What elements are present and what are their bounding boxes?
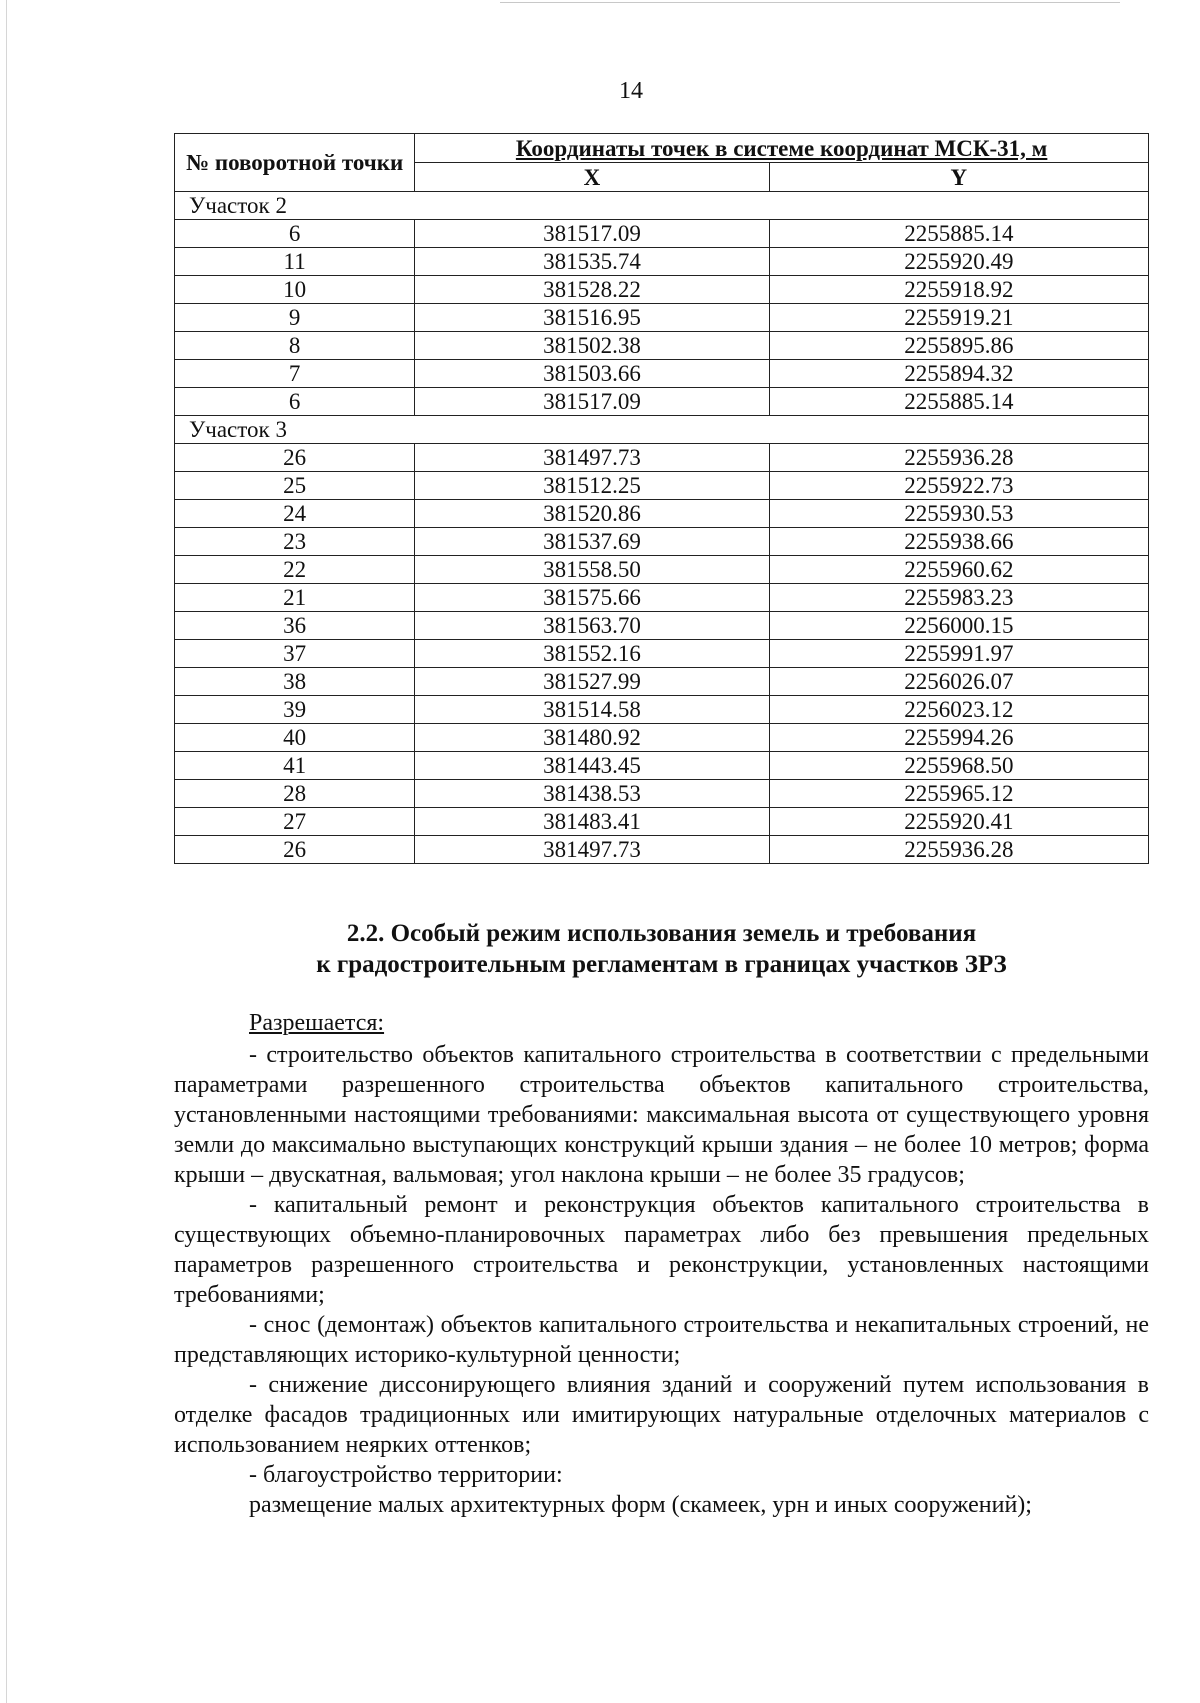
- table-row: [175, 780, 1149, 808]
- scan-edge-top: [500, 2, 1120, 3]
- y-coordinate-cell: 2255930.53: [769, 500, 1148, 528]
- x-coordinate-cell: 381497.73: [415, 836, 769, 864]
- table-row: [175, 808, 1149, 836]
- table-row: [175, 584, 1149, 612]
- y-coordinate-cell: 2255968.50: [769, 752, 1148, 780]
- point-number-cell: 25: [175, 472, 415, 500]
- point-number-cell: 7: [175, 360, 415, 388]
- x-coordinate-cell: 381517.09: [415, 388, 769, 416]
- point-number-cell: 38: [175, 668, 415, 696]
- header-coords-title: Координаты точек в системе координат МСК-31, м: [415, 134, 1149, 163]
- section-row: [175, 192, 1149, 220]
- point-number-cell: 40: [175, 724, 415, 752]
- table-row: [175, 668, 1149, 696]
- y-coordinate-cell: 2255983.23: [769, 584, 1148, 612]
- point-number-cell: 28: [175, 780, 415, 808]
- x-coordinate-cell: 381527.99: [415, 668, 769, 696]
- y-coordinate-cell: 2256023.12: [769, 696, 1148, 724]
- table-row: [175, 528, 1149, 556]
- point-number-cell: 9: [175, 304, 415, 332]
- y-coordinate-cell: 2255922.73: [769, 472, 1148, 500]
- scan-edge-left: [6, 0, 7, 1703]
- y-coordinate-cell: 2255894.32: [769, 360, 1148, 388]
- x-coordinate-cell: 381563.70: [415, 612, 769, 640]
- header-x: X: [415, 163, 769, 192]
- point-number-cell: 10: [175, 276, 415, 304]
- section-heading: [174, 918, 1149, 980]
- coordinates-table: [174, 133, 1149, 864]
- point-number-cell: 22: [175, 556, 415, 584]
- point-number-cell: 24: [175, 500, 415, 528]
- y-coordinate-cell: 2256026.07: [769, 668, 1148, 696]
- section-row: [175, 416, 1149, 444]
- table-row: [175, 332, 1149, 360]
- point-number-cell: 11: [175, 248, 415, 276]
- table-row: [175, 640, 1149, 668]
- point-number-cell: 6: [175, 388, 415, 416]
- section-heading-line1: 2.2. Особый режим использования земель и требования: [346, 920, 977, 947]
- x-coordinate-cell: 381537.69: [415, 528, 769, 556]
- x-coordinate-cell: 381443.45: [415, 752, 769, 780]
- x-coordinate-cell: 381503.66: [415, 360, 769, 388]
- body-text: [174, 1040, 1149, 1520]
- y-coordinate-cell: 2255991.97: [769, 640, 1148, 668]
- header-y: Y: [769, 163, 1148, 192]
- table-row: [175, 752, 1149, 780]
- point-number-cell: 21: [175, 584, 415, 612]
- table-row: [175, 724, 1149, 752]
- x-coordinate-cell: 381528.22: [415, 276, 769, 304]
- paragraph-landscaping: - благоустройство территории:: [249, 1462, 563, 1488]
- x-coordinate-cell: 381575.66: [415, 584, 769, 612]
- paragraph-facades: - снижение диссонирующего влияния зданий и сооружений путем использования в отделке фасадов традиционных или имитирующих натуральные отделочных материалов с использованием неярких оттенков;: [174, 1372, 1149, 1458]
- point-number-cell: 37: [175, 640, 415, 668]
- x-coordinate-cell: 381497.73: [415, 444, 769, 472]
- table-row: [175, 556, 1149, 584]
- section-title: Участок 3: [175, 416, 1149, 444]
- y-coordinate-cell: 2255938.66: [769, 528, 1148, 556]
- table-row: [175, 500, 1149, 528]
- y-coordinate-cell: 2255920.41: [769, 808, 1148, 836]
- y-coordinate-cell: 2255885.14: [769, 220, 1148, 248]
- table-row: [175, 248, 1149, 276]
- x-coordinate-cell: 381520.86: [415, 500, 769, 528]
- y-coordinate-cell: 2255936.28: [769, 444, 1148, 472]
- x-coordinate-cell: 381514.58: [415, 696, 769, 724]
- point-number-cell: 39: [175, 696, 415, 724]
- paragraph-demolition: - снос (демонтаж) объектов капитального строительства и некапитальных строений, не представляющих историко-культурной ценности;: [174, 1312, 1149, 1368]
- page-number: 14: [619, 78, 643, 104]
- point-number-cell: 27: [175, 808, 415, 836]
- y-coordinate-cell: 2255919.21: [769, 304, 1148, 332]
- point-number-cell: 6: [175, 220, 415, 248]
- allowed-label: Разрешается:: [249, 1010, 385, 1036]
- x-coordinate-cell: 381438.53: [415, 780, 769, 808]
- table-row: [175, 276, 1149, 304]
- x-coordinate-cell: 381516.95: [415, 304, 769, 332]
- x-coordinate-cell: 381483.41: [415, 808, 769, 836]
- table-row: [175, 696, 1149, 724]
- table-header-row: [175, 134, 1149, 163]
- section-title: Участок 2: [175, 192, 1149, 220]
- table-row: [175, 612, 1149, 640]
- y-coordinate-cell: 2255885.14: [769, 388, 1148, 416]
- x-coordinate-cell: 381512.25: [415, 472, 769, 500]
- paragraph-small-forms: размещение малых архитектурных форм (скамеек, урн и иных сооружений);: [249, 1492, 1032, 1518]
- table-row: [175, 220, 1149, 248]
- y-coordinate-cell: 2255920.49: [769, 248, 1148, 276]
- header-point-no: № поворотной точки: [175, 134, 415, 192]
- table-row: [175, 836, 1149, 864]
- point-number-cell: 26: [175, 444, 415, 472]
- point-number-cell: 8: [175, 332, 415, 360]
- y-coordinate-cell: 2256000.15: [769, 612, 1148, 640]
- y-coordinate-cell: 2255960.62: [769, 556, 1148, 584]
- x-coordinate-cell: 381502.38: [415, 332, 769, 360]
- y-coordinate-cell: 2255895.86: [769, 332, 1148, 360]
- x-coordinate-cell: 381517.09: [415, 220, 769, 248]
- table-row: [175, 360, 1149, 388]
- x-coordinate-cell: 381535.74: [415, 248, 769, 276]
- x-coordinate-cell: 381558.50: [415, 556, 769, 584]
- point-number-cell: 23: [175, 528, 415, 556]
- point-number-cell: 36: [175, 612, 415, 640]
- table-row: [175, 472, 1149, 500]
- table-row: [175, 388, 1149, 416]
- x-coordinate-cell: 381552.16: [415, 640, 769, 668]
- y-coordinate-cell: 2255918.92: [769, 276, 1148, 304]
- table-row: [175, 304, 1149, 332]
- point-number-cell: 41: [175, 752, 415, 780]
- paragraph-repair: - капитальный ремонт и реконструкция объектов капитального строительства в существующих объемно-планировочных параметрах либо без превышения предельных параметров разрешенного строительства и реконструкции, установленных настоящими требованиями;: [174, 1192, 1149, 1308]
- section-heading-line2: к градостроительным регламентам в границах участков ЗРЗ: [316, 951, 1007, 978]
- y-coordinate-cell: 2255994.26: [769, 724, 1148, 752]
- paragraph-construction: - строительство объектов капитального строительства в соответствии с предельными параметрами разрешенного строительства объектов капитального строительства, установленными настоящими требованиями: максимальная высота от существующего уровня земли до максимально выступающих конструкций крыши здания – не более 10 метров; форма крыши – двускатная, вальмовая; угол наклона крыши – не более 35 градусов;: [174, 1042, 1149, 1188]
- x-coordinate-cell: 381480.92: [415, 724, 769, 752]
- table-row: [175, 444, 1149, 472]
- point-number-cell: 26: [175, 836, 415, 864]
- y-coordinate-cell: 2255965.12: [769, 780, 1148, 808]
- table-body: [175, 192, 1149, 864]
- y-coordinate-cell: 2255936.28: [769, 836, 1148, 864]
